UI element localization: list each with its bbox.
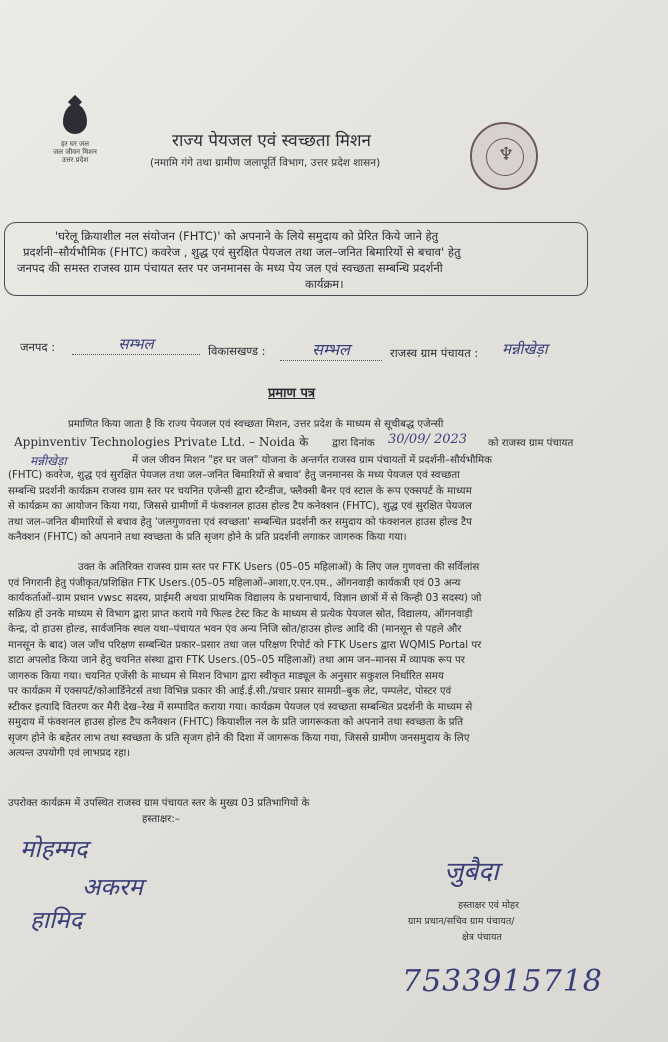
para2-line-6: मानसून के बाद) जल जाँच परिक्षण सम्बन्धित प्रकार–प्रसार तथा जल परिक्षण रिपोर्ट को FTK Users द्वारा WQMIS Portal पर xyxy=(8,640,482,651)
jal-jeevan-mission-logo xyxy=(46,104,104,164)
logo-text-2: जल जीवन मिशन xyxy=(53,148,97,156)
block-value: सम्भल xyxy=(280,338,382,361)
page-subtitle: (नमामि गंगे तथा ग्रामीण जलापूर्ति विभाग, उत्तर प्रदेश शासन) xyxy=(150,157,381,169)
para2-line-12: सृजग होने के बहेतर लाभ तथा स्वच्छता के प्रति सृजग होने की दिशा में जागरूक किया गया, जिससे ग्रामीण जनसमुदाय के लिए xyxy=(8,733,470,744)
para1-line-5: सम्बन्धि प्रदर्शनी कार्यक्रम राजस्व ग्राम स्तर पर चयनित एजेन्सी द्वारा स्टैन्डीज, फ्लैक्सी बैनर एवं स्टाल के रूप एक्सपर्ट के माध्यम xyxy=(8,486,472,497)
block-label: विकासखण्ड : xyxy=(208,344,266,358)
participant-signature-3: हामिद xyxy=(30,906,83,934)
para2-line-7: डाटा अपलोड किया जाने हेतु चयनित संस्था द्वारा FTK Users.(05–05 महिलाओं) तथा आम जन–मानस में व्यापक रूप पर xyxy=(8,655,465,666)
para1-line-4: (FHTC) कवरेज, शुद्ध एवं सुरक्षित पेयजल तथा जल–जनित बिमारियों से बचाव' हेतु जनमानस के मध्य पेयजल एवं स्वच्छता xyxy=(8,470,460,481)
program-line-2: प्रदर्शनी–सौर्यभौमिक (FHTC) कवरेज , शुद्ध एवं सुरक्षित पेयजल तथा जल–जनित बिमारियों से बचाव' हेतु xyxy=(23,245,461,259)
para2-line-10: स्टीकर इत्यादि वितरण कर मैरी देख–रेख में सम्पादित कराया गया। कार्यक्रम पेयजल एवं स्वच्छता सम्बन्धित प्रदर्शनी के माध्यम से xyxy=(8,702,473,713)
logo-text-1: हर घर जल xyxy=(61,140,89,148)
phone-number: 7533915718 xyxy=(402,964,603,999)
logo-text-3: उत्तर प्रदेश xyxy=(61,156,89,164)
para2-line-4: सक्रिय हों उनके माध्यम से विभाग द्वारा प्राप्त कराये गये फिल्ड टेस्ट किट के माध्यम से प्रत्येक पेयजल स्रोत, विद्यालय, ऑगनवाड़ी xyxy=(8,609,473,620)
para1-line-3: में जल जीवन मिशन "हर घर जल" योजना के अन्तर्गत राजस्व ग्राम पंचायतों में प्रदर्शनी–सौर्यभौमिक xyxy=(132,455,492,466)
para2-line-2: एवं निगरानी हेतु पंजीकृत/प्रशिक्षित FTK Users.(05–05 महिलाओं–आशा,ए.एन.एम., ऑगनवाड़ी कार्यकत्री एवं 03 अन्य xyxy=(8,578,461,589)
para2-line-5: केन्द्र, दो हाउस होल्ड, सार्वजनिक स्थल यथा–पंचायत भवन एंव अन्य निजि स्रोत/हाउस होल्ड आदि की (मानसून से पहले और xyxy=(8,624,462,635)
water-drop-icon xyxy=(63,104,87,134)
program-title-box xyxy=(4,222,588,296)
para2-line-3: कार्यकर्ताओं–ग्राम प्रधान vwsc सदस्य, प्राईमरी अथवा प्राथमिक विद्यालय के प्रधानाचार्य, विज्ञान छात्रों में से किन्ही 03 सदस्य) जो xyxy=(8,593,482,604)
para2-line-13: अत्यन्त उपयोगी एवं लाभप्रद रहा। xyxy=(8,748,131,759)
para1-line-8: कनैक्शन (FHTC) को अपनाने तथा स्वच्छता के प्रति सृजग होने के प्रति प्रदर्शनी लगाकर जागरुक किया गया। xyxy=(8,532,407,543)
participants-sign-label: हस्ताक्षर:– xyxy=(142,814,180,825)
program-line-3: जनपद की समस्त राजस्व ग्राम पंचायत स्तर पर जनमानस के मध्य पेय जल एवं स्वच्छता सम्बन्धि प्रदर्शनी xyxy=(17,261,443,275)
program-line-4: कार्यक्रम। xyxy=(305,277,344,291)
para1-line-6: से कार्यक्रम का आयोजन किया गया, जिससे ग्रामीणों में फंक्शनल हाउस होल्ड टैप कनेक्शन (FHTC), शुद्ध एवं सुरक्षित पेयजल xyxy=(8,501,472,512)
panchayat-value: मन्नीखेड़ा xyxy=(502,340,548,358)
para1-panchayat-label: को राजस्व ग्राम पंचायत xyxy=(488,438,574,449)
para1-line-7: तथा जल–जनित बीमारियों से बचाव हेतु 'जलगुणवत्ता एवं स्वच्छता' सम्बन्धित प्रदर्शनी कर समुदाय को फंक्शनल हाउस होल्ड टैप xyxy=(8,517,472,528)
participants-intro: उपरोक्त कार्यक्रम में उपस्थित राजस्व ग्राम पंचायत स्तर के मुख्य 03 प्रतिभागियों के xyxy=(8,798,310,809)
panchayat-label: राजस्व ग्राम पंचायत : xyxy=(390,346,479,360)
para1-date-label: द्वारा दिनांक xyxy=(332,438,375,449)
district-label: जनपद : xyxy=(20,340,56,354)
program-line-1: 'घरेलू क्रियाशील नल संयोजन (FHTC)' को अपनाने के लिये समुदाय को प्रेरित किये जाने हेतु xyxy=(55,229,439,243)
para2-line-1: उक्त के अतिरिक्त राजस्व ग्राम स्तर पर FTK Users (05–05 महिलाओं) के लिए जल गुणवत्ता की सर्विलांस xyxy=(78,562,480,573)
agency-name: Appinventiv Technologies Private Ltd. – Noida के xyxy=(14,435,309,449)
district-value: सम्भल xyxy=(72,334,200,355)
official-signature: जुबैदा xyxy=(444,857,499,887)
panchayat-handwritten: मन्नीखेड़ा xyxy=(30,454,67,468)
certificate-heading: प्रमाण पत्र xyxy=(268,386,316,401)
para2-line-9: पर कार्यक्रम में एक्सपर्ट/कोआर्डिनेटर्स तथा विभिन्न प्रकार की आई.ई.सी./प्रचार प्रसार सामग्री–बुक लेट, पम्पलेट, पोस्टर एवं xyxy=(8,686,452,697)
participant-signature-2: अकरम xyxy=(82,873,143,901)
participant-signature-1: मोहम्मद xyxy=(20,835,88,863)
program-date: 30/09/ 2023 xyxy=(388,432,468,447)
para2-line-11: समुदाय में फंक्शनल हाउस होल्ड टैप कनैक्शन (FHTC) कियाशील नल के प्रति जागरूकता को अपनाने तथा स्वच्छता के प्रति xyxy=(8,717,464,728)
official-designation: ग्राम प्रधान/सचिव ग्राम पंचायत/ xyxy=(408,916,515,927)
para2-line-8: जागरुक किया गया। चयनित एजेंसी के माध्यम से मिशन विभाग द्वारा स्वीकृत माड्यूल के अनुसार सकुशल निर्धारित समय xyxy=(8,671,444,682)
official-office: क्षेत्र पंचायत xyxy=(462,932,502,943)
sign-seal-label: हस्ताक्षर एवं मोहर xyxy=(458,900,519,911)
seal-emblem-icon: ♆ xyxy=(498,144,515,165)
page-title: राज्य पेयजल एवं स्वच्छता मिशन xyxy=(172,131,371,151)
up-government-seal xyxy=(470,122,538,190)
para1-line-1: प्रमाणित किया जाता है कि राज्य पेयजल एवं स्वच्छता मिशन, उत्तर प्रदेश के माध्यम से सूचीबद्ध एजेन्सी xyxy=(68,419,444,430)
